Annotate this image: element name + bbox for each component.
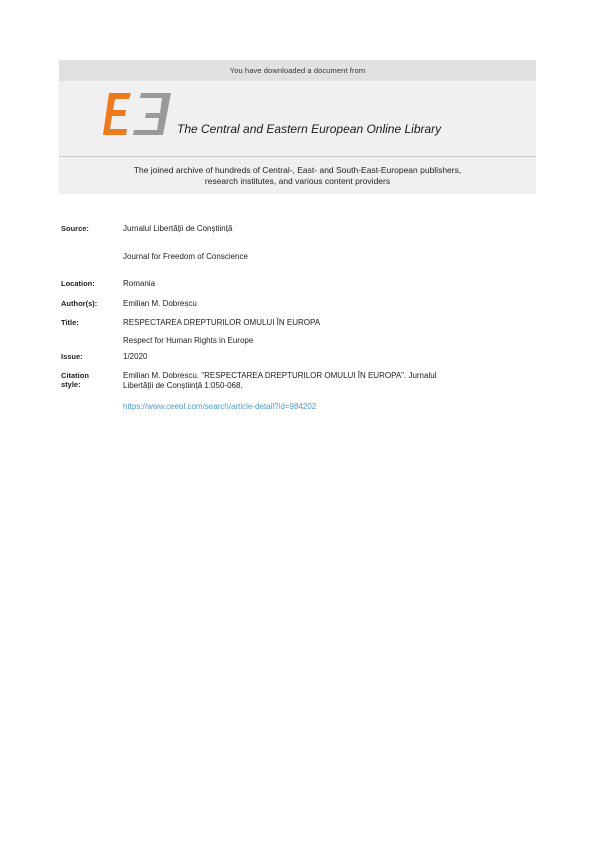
title-translation: Respect for Human Rights in Europe bbox=[123, 336, 254, 345]
authors-label: Author(s): bbox=[61, 299, 98, 308]
source-translation: Journal for Freedom of Conscience bbox=[123, 252, 248, 261]
banner-divider bbox=[59, 156, 536, 157]
citation-label bbox=[61, 371, 119, 389]
ceeol-logo-icon bbox=[101, 93, 173, 141]
title-label: Title: bbox=[61, 318, 79, 327]
citation-line-2: Libertății de Conștiință 1:050-068. bbox=[123, 381, 243, 390]
location-value: Romania bbox=[123, 279, 156, 288]
citation-line-1: Emilian M. Dobrescu. "RESPECTAREA DREPTURILOR OMULUI ÎN EUROPA". Jurnalul bbox=[123, 371, 437, 380]
location-label: Location: bbox=[61, 279, 95, 288]
issue-value: 1/2020 bbox=[123, 352, 148, 361]
downloaded-notice: You have downloaded a document from bbox=[59, 60, 536, 81]
article-url-link[interactable]: https://www.ceeol.com/search/article-detail?id=984202 bbox=[123, 402, 317, 411]
title-value: RESPECTAREA DREPTURILOR OMULUI ÎN EUROPA bbox=[123, 318, 321, 327]
tagline bbox=[59, 165, 536, 187]
issue-label: Issue: bbox=[61, 352, 83, 361]
library-name: The Central and Eastern European Online Library bbox=[177, 122, 442, 136]
authors-value: Emilian M. Dobrescu bbox=[123, 299, 197, 308]
tagline-line-2: research institutes, and various content providers bbox=[204, 176, 391, 186]
logo-orange-e bbox=[103, 93, 131, 135]
citation-label-line-1: Citation bbox=[61, 371, 89, 380]
logo-gray-e bbox=[133, 93, 171, 135]
source-value: Jurnalul Libertății de Conștiință bbox=[123, 224, 233, 233]
source-label: Source: bbox=[61, 224, 89, 233]
tagline-line-1: The joined archive of hundreds of Central-, East- and South-East-European publishers, bbox=[133, 165, 462, 175]
citation-label-line-2: style: bbox=[61, 380, 81, 389]
ceeol-banner bbox=[59, 60, 536, 194]
citation-value bbox=[123, 371, 523, 391]
